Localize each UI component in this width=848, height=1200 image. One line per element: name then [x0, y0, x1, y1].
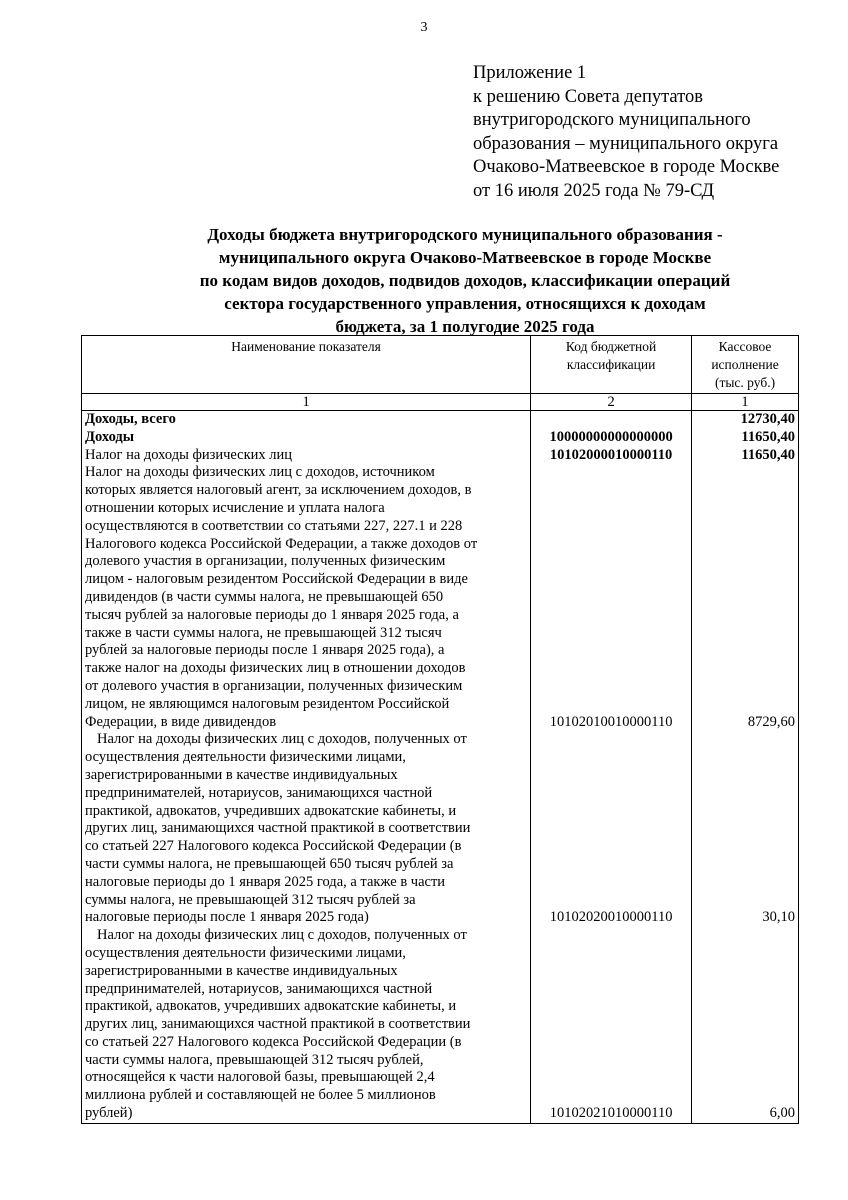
classification-code: [534, 411, 688, 429]
column-number: 1: [82, 394, 531, 411]
value-spacer: [695, 607, 795, 625]
code-spacer: [534, 696, 688, 714]
indicator-name-line: других лиц, занимающихся частной практикой в соответствии: [85, 1016, 471, 1033]
execution-values-column: [692, 411, 799, 1124]
indicator-name-line: лицом - налоговым резидентом Российской Федерации в виде: [85, 571, 468, 588]
indicator-name-line: тысяч рублей за налоговые периоды до 1 января 2025 года, а: [85, 606, 459, 623]
indicator-name-line: со статьей 227 Налогового кодекса Российской Федерации (в: [85, 1033, 462, 1050]
code-spacer: [534, 749, 688, 767]
value-spacer: [695, 981, 795, 999]
value-spacer: [695, 731, 795, 749]
indicator-name-line: также налог на доходы физических лиц в отношении доходов: [85, 660, 466, 677]
value-spacer: [695, 571, 795, 589]
code-spacer: [534, 963, 688, 981]
classification-code: 10102021010000110: [549, 1105, 673, 1122]
value-spacer: [695, 1016, 795, 1034]
indicator-name-line: других лиц, занимающихся частной практикой в соответствии: [85, 820, 471, 837]
value-spacer: [695, 1052, 795, 1070]
code-spacer: [534, 1087, 688, 1105]
value-spacer: [695, 767, 795, 785]
code-spacer: [534, 838, 688, 856]
indicator-name-line: зарегистрированными в качестве индивидуальных: [85, 766, 398, 783]
value-spacer: [695, 518, 795, 536]
title-line: сектора государственного управления, относящихся к доходам: [224, 294, 706, 313]
value-spacer: [695, 625, 795, 643]
value-spacer: [695, 785, 795, 803]
header-name-line: Наименование показателя: [231, 339, 381, 354]
value-spacer: [695, 589, 795, 607]
indicator-name-line: предпринимателей, нотариусов, занимающихся частной: [85, 784, 433, 801]
value-spacer: [695, 500, 795, 518]
title-line: бюджета, за 1 полугодие 2025 года: [335, 317, 595, 336]
header-code-line: классификации: [566, 357, 656, 372]
appendix-header: [473, 62, 843, 203]
indicator-name-line: лицом, не являющимся налоговым резидентом Российской: [85, 695, 450, 712]
indicator-name-line: Доходы, всего: [85, 411, 176, 427]
indicator-name-line: Налог на доходы физических лиц с доходов, источником: [85, 464, 435, 481]
indicator-name-line: осуществляются в соответствии со статьями 227, 227.1 и 228: [85, 517, 463, 534]
value-spacer: [695, 749, 795, 767]
value-spacer: [695, 464, 795, 482]
value-spacer: [695, 838, 795, 856]
code-spacer: [534, 660, 688, 678]
indicator-name-line: части суммы налога, превышающей 312 тысяч рублей,: [85, 1051, 424, 1068]
classification-code: 10102010010000110: [549, 713, 673, 730]
column-number: 1: [692, 394, 799, 411]
indicator-name-line: относящейся к части налоговой базы, превышающей 2,4: [85, 1069, 435, 1086]
indicator-name-line: отношении которых исчисление и уплата налога: [85, 499, 385, 516]
code-spacer: [534, 767, 688, 785]
value-spacer: [695, 660, 795, 678]
value-spacer: [695, 927, 795, 945]
execution-value: 8729,60: [747, 713, 795, 730]
code-spacer: [534, 464, 688, 482]
title-line: муниципального округа Очаково-Матвеевское в городе Москве: [218, 248, 712, 267]
code-spacer: [534, 1034, 688, 1052]
indicator-name-line: зарегистрированными в качестве индивидуальных: [85, 962, 398, 979]
indicator-name-line: практикой, адвокатов, учредивших адвокатские кабинеты, и: [85, 998, 457, 1015]
code-spacer: [534, 482, 688, 500]
code-spacer: [534, 500, 688, 518]
classification-codes-column: [531, 411, 692, 1124]
indicator-name-line: Налог на доходы физических лиц с доходов, полученных от: [97, 731, 467, 748]
table-header-row: [82, 336, 799, 394]
code-spacer: [534, 874, 688, 892]
value-spacer: [695, 696, 795, 714]
appendix-line: Приложение 1: [473, 63, 587, 83]
indicator-name-line: осуществления деятельности физическими лицами,: [85, 944, 406, 961]
column-number: 2: [531, 394, 692, 411]
budget-table: [81, 335, 799, 1124]
indicator-name-line: осуществления деятельности физическими лицами,: [85, 749, 406, 766]
appendix-line: образования – муниципального округа: [473, 133, 779, 154]
code-spacer: [534, 1069, 688, 1087]
code-spacer: [534, 678, 688, 696]
value-spacer: [695, 945, 795, 963]
code-spacer: [534, 820, 688, 838]
indicator-name-line: Налог на доходы физических лиц: [85, 446, 293, 463]
code-spacer: [534, 731, 688, 749]
document-title: [85, 223, 845, 338]
classification-code: 10102000010000110: [549, 446, 673, 463]
indicator-name-line: Налог на доходы физических лиц с доходов, полученных от: [97, 927, 467, 944]
value-spacer: [695, 678, 795, 696]
code-spacer: [534, 945, 688, 963]
table-body-row: [82, 411, 799, 1124]
appendix-line: к решению Совета депутатов: [473, 86, 703, 107]
title-line: Доходы бюджета внутригородского муниципального образования -: [207, 225, 723, 244]
header-name: [82, 336, 531, 394]
execution-value: 11650,40: [741, 428, 795, 445]
indicator-name-line: также в части суммы налога, не превышающей 312 тысяч: [85, 624, 442, 641]
indicator-name-line: от долевого участия в организации, полученных физическим: [85, 677, 463, 694]
page-number: 3: [420, 20, 428, 35]
code-spacer: [534, 1052, 688, 1070]
header-value-line: (тыс. руб.): [714, 375, 776, 390]
appendix-line: от 16 июля 2025 года № 79-СД: [473, 180, 715, 201]
code-spacer: [534, 625, 688, 643]
header-value-line: исполнение: [711, 357, 779, 372]
code-spacer: [534, 589, 688, 607]
value-spacer: [695, 482, 795, 500]
value-spacer: [695, 1087, 795, 1105]
code-spacer: [534, 856, 688, 874]
value-spacer: [695, 998, 795, 1016]
indicator-name-line: миллиона рублей и составляющей не более 5 миллионов: [85, 1087, 436, 1104]
indicator-name-line: практикой, адвокатов, учредивших адвокатские кабинеты, и: [85, 802, 457, 819]
value-spacer: [695, 553, 795, 571]
value-spacer: [695, 536, 795, 554]
code-spacer: [534, 553, 688, 571]
execution-value: 6,00: [769, 1105, 795, 1122]
classification-code: 10000000000000000: [549, 428, 673, 445]
code-spacer: [534, 927, 688, 945]
indicator-name-line: рублей за налоговые периоды после 1 января 2025 года), а: [85, 642, 445, 659]
indicator-name-line: Налогового кодекса Российской Федерации, а также доходов от: [85, 535, 478, 552]
execution-value: 12730,40: [740, 411, 795, 427]
code-spacer: [534, 803, 688, 821]
value-spacer: [695, 803, 795, 821]
title-line: по кодам видов доходов, подвидов доходов, классификации операций: [199, 271, 731, 290]
indicator-name-line: части суммы налога, не превышающей 650 тысяч рублей за: [85, 855, 454, 872]
code-spacer: [534, 981, 688, 999]
code-spacer: [534, 892, 688, 910]
code-spacer: [534, 642, 688, 660]
indicator-name-line: рублей): [85, 1105, 133, 1122]
appendix-line: внутригородского муниципального: [473, 110, 751, 130]
indicator-name-line: дивидендов (в части суммы налога, не превышающей 650: [85, 588, 444, 605]
value-spacer: [695, 1034, 795, 1052]
indicator-name-line: со статьей 227 Налогового кодекса Российской Федерации (в: [85, 838, 462, 855]
value-spacer: [695, 874, 795, 892]
code-spacer: [534, 998, 688, 1016]
value-spacer: [695, 963, 795, 981]
indicator-name-line: Федерации, в виде дивидендов: [85, 713, 277, 730]
value-spacer: [695, 892, 795, 910]
indicator-name-line: суммы налога, не превышающей 312 тысяч рублей за: [85, 891, 416, 908]
code-spacer: [534, 785, 688, 803]
code-spacer: [534, 607, 688, 625]
code-spacer: [534, 571, 688, 589]
header-code: [531, 336, 692, 394]
value-spacer: [695, 856, 795, 874]
indicator-name-line: налоговые периоды до 1 января 2025 года, а также в части: [85, 873, 446, 890]
indicator-name-line: долевого участия в организации, полученных физическим: [85, 553, 446, 570]
code-spacer: [534, 1016, 688, 1034]
value-spacer: [695, 820, 795, 838]
header-value: [692, 336, 799, 394]
value-spacer: [695, 642, 795, 660]
header-code-line: Код бюджетной: [565, 339, 657, 354]
code-spacer: [534, 536, 688, 554]
indicator-names-column: [82, 411, 531, 1124]
execution-value: 30,10: [762, 909, 795, 926]
indicator-name-line: предпринимателей, нотариусов, занимающихся частной: [85, 980, 433, 997]
indicator-name-line: Доходы: [85, 428, 135, 445]
header-value-line: Кассовое: [718, 339, 772, 354]
execution-value: 11650,40: [741, 446, 795, 463]
classification-code: 10102020010000110: [549, 909, 673, 926]
value-spacer: [695, 1069, 795, 1087]
appendix-line: Очаково-Матвеевское в городе Москве: [473, 157, 780, 177]
code-spacer: [534, 518, 688, 536]
column-number-row: [82, 394, 799, 411]
indicator-name-line: налоговые периоды после 1 января 2025 года): [85, 909, 369, 926]
indicator-name-line: которых является налоговый агент, за исключением доходов, в: [85, 482, 472, 499]
